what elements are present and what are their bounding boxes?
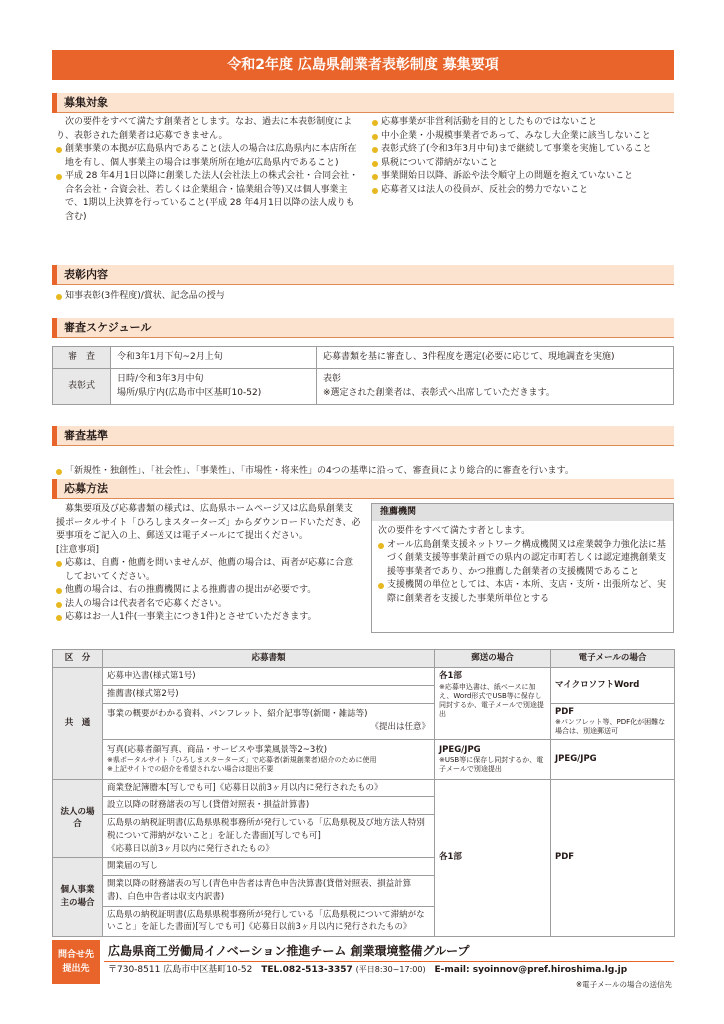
award-item: 知事表彰(3件程度)/賞状、記念品の授与 xyxy=(56,290,656,304)
category-individual: 個人事業主の場合 xyxy=(53,858,103,937)
doc-row-note: ※上記サイトでの紹介を希望されない場合は提出不要 xyxy=(107,765,274,774)
recommender-intro: 次の要件をすべて満たす者とします。 xyxy=(378,526,531,536)
recommender-box xyxy=(371,503,674,633)
contact-hours: (平日8:30~17:00) xyxy=(355,965,426,974)
contact-address: 〒730-8511 広島市中区基町10-52 xyxy=(108,965,253,975)
schedule-place: 場所/県庁内(広島市中区基町10-52) xyxy=(117,387,262,398)
target-item: 応募事業が非営利活動を目的としたものではないこと xyxy=(372,116,674,130)
doc-row: 設立以降の財務諸表の写し(貸借対照表・損益計算書) xyxy=(103,797,435,815)
target-right-column xyxy=(372,116,674,197)
doc-row: 開業届の写し xyxy=(103,858,435,876)
schedule-desc: 表彰 xyxy=(323,374,342,384)
contact-email[interactable]: E-mail: syoinnov@pref.hiroshima.lg.jp xyxy=(434,965,628,975)
email-format: マイクロソフトWord xyxy=(551,668,675,704)
apply-intro: 募集要項及び応募書類の様式は、広島県ホームページ又は広島県創業支援ポータルサイト「ひろしまスターターズ」からダウンロードいただき、必要事項をご記入の上、郵送又は電子メールにて提出ください。 xyxy=(56,504,361,541)
doc-row: 事業の概要がわかる資料、パンフレット、紹介記事等(新聞・雑誌等) xyxy=(107,709,368,720)
section-header-award: 表彰内容 xyxy=(52,265,674,285)
documents-table xyxy=(52,649,675,937)
note-item: 応募は、自薦・他薦を問いませんが、他薦の場合は、両者が応募に合意しておいてください。 xyxy=(56,557,361,584)
section-header-criteria: 審査基準 xyxy=(52,426,674,446)
mail-copies: 各1部 xyxy=(435,779,551,937)
target-item: 県税について滞納がないこと xyxy=(372,157,674,171)
target-item: 表彰式終了(令和3年3月中旬)まで継続して事業を実施していること xyxy=(372,143,674,157)
schedule-desc: 応募書類を基に審査し、3件程度を選定(必要に応じて、現地調査を実施) xyxy=(317,347,674,369)
target-left-column xyxy=(56,116,361,224)
mail-note: ※応募申込書は、紙ベースに加え、Word形式でUSB等に保存し同封するか、電子メールで別途提出 xyxy=(439,682,544,719)
footer-divider xyxy=(104,961,674,962)
recommender-title: 推薦機関 xyxy=(372,504,673,521)
recommender-item: オール広島創業支援ネットワーク構成機関又は産業競争力強化法に基づく創業支援等事業計画での県内の認定市町若しくは認定連携創業支援等事業者であり、かつ推薦した創業者の支援機関であること xyxy=(378,539,667,580)
doc-row: 応募申込書(様式第1号) xyxy=(103,668,435,686)
schedule-date: 日時/令和3年3月中旬 xyxy=(117,374,204,384)
email-format: JPEG/JPG xyxy=(551,739,675,779)
doc-row: 広島県の納税証明書(広島県県税事務所が発行している「広島県税について滞納がないこと」を証した書面)[写しでも可]《応募日以前3ヶ月以内に発行されたもの》 xyxy=(103,906,435,937)
mail-note: ※USB等に保存し同封するか、電子メールで別途提出 xyxy=(439,756,544,774)
section-header-apply: 応募方法 xyxy=(52,479,674,499)
mail-copies: 各1部 xyxy=(439,671,462,681)
page-title: 令和2年度 広島県創業者表彰制度 募集要項 xyxy=(52,50,674,80)
contact-email-note: ※電子メールの場合の送信先 xyxy=(575,980,672,989)
doc-row: 商業登記簿謄本[写しでも可]《応募日以前3ヶ月以内に発行されたもの》 xyxy=(103,779,435,797)
category-common: 共 通 xyxy=(53,668,103,780)
schedule-table xyxy=(52,346,674,405)
notes-title: [注意事項] xyxy=(56,544,100,555)
schedule-label: 審 査 xyxy=(53,347,111,369)
recommender-item: 支援機関の単位としては、本店・本所、支店・支所・出張所など、実際に創業者を支援した事業所単位とする xyxy=(378,579,667,606)
target-item: 応募者又は法人の役員が、反社会的勢力でないこと xyxy=(372,184,674,198)
col-header-email: 電子メールの場合 xyxy=(551,650,675,668)
doc-row-note: ※県ポータルサイト「ひろしまスターターズ」で応募者(新規創業者)紹介のために使用 xyxy=(107,756,377,765)
email-format: PDF xyxy=(551,779,675,937)
doc-row: 広島県の納税証明書(広島県県税事務所が発行している「広島県税及び地方法人特別税について滞納がないこと」を証した書面)[写しでも可] xyxy=(107,818,425,841)
doc-row-note: 《提出は任意》 xyxy=(370,722,430,732)
section-header-target: 募集対象 xyxy=(52,93,674,113)
target-item: 平成 28 年4月1日以降に創業した法人(会社法上の株式会社・合同会社・合名会社・合資会社、若しくは企業組合・協業組合等)又は個人事業主で、1期以上決算を行っていること(平成 28 年4月1日以降の法人成りも含む) xyxy=(56,170,361,224)
contact-tel: TEL.082-513-3357 xyxy=(261,965,353,975)
col-header-category: 区 分 xyxy=(53,650,103,668)
col-header-mail: 郵送の場合 xyxy=(435,650,551,668)
mail-format: JPEG/JPG xyxy=(439,744,481,755)
note-item: 他薦の場合は、右の推薦機関による推薦書の提出が必要です。 xyxy=(56,584,361,598)
target-intro: 次の要件をすべて満たす創業者とします。なお、過去に本表彰制度により、表彰された創業者は応募できません。 xyxy=(56,117,353,141)
target-item: 創業事業の本拠が広島県内であること(法人の場合は広島県内に本店所在地を有し、個人事業主の場合は事業所所在地が広島県内であること) xyxy=(56,143,361,170)
doc-row: 写真(応募者顔写真、商品・サービスや事業風景等2~3枚) xyxy=(107,744,328,755)
contact-organization: 広島県商工労働局イノベーション推進チーム 創業環境整備グループ xyxy=(108,944,470,958)
schedule-label: 表彰式 xyxy=(53,369,111,405)
note-item: 法人の場合は代表者名で応募ください。 xyxy=(56,598,361,612)
criteria-text: 「新規性・独創性」、「社会性」、「事業性」、「市場性・将来性」の4つの基準に沿って、審査員により総合的に審査を行います。 xyxy=(56,465,674,479)
email-note: ※パンフレット等、PDF化が困難な場合は、別途郵送可 xyxy=(555,718,666,736)
doc-row: 開業以降の財務諸表の写し(青色申告者は青色申告決算書(貸借対照表、損益計算書)、白色申告者は収支内訳書) xyxy=(103,876,435,907)
note-item: 応募はお一人1件(一事業主につき1件)とさせていただきます。 xyxy=(56,611,361,625)
target-item: 中小企業・小規模事業者であって、みなし大企業に該当しないこと xyxy=(372,130,674,144)
section-header-schedule: 審査スケジュール xyxy=(52,318,674,338)
apply-left-column xyxy=(56,503,361,625)
schedule-note: ※選定された創業者は、表彰式へ出席していただきます。 xyxy=(323,387,555,398)
schedule-date: 令和3年1月下旬~2月上旬 xyxy=(111,347,317,369)
email-format: PDF xyxy=(555,706,575,717)
doc-row: 推薦書(様式第2号) xyxy=(103,685,435,703)
contact-label: 問合せ先 提出先 xyxy=(52,940,100,984)
contact-details xyxy=(108,964,627,978)
doc-row-note: 《応募日以前3ヶ月以内に発行されたもの》 xyxy=(107,843,274,854)
target-item: 事業開始日以降、訴訟や法令順守上の問題を抱えていないこと xyxy=(372,170,674,184)
col-header-documents: 応募書類 xyxy=(103,650,435,668)
category-corporation: 法人の場合 xyxy=(53,779,103,858)
